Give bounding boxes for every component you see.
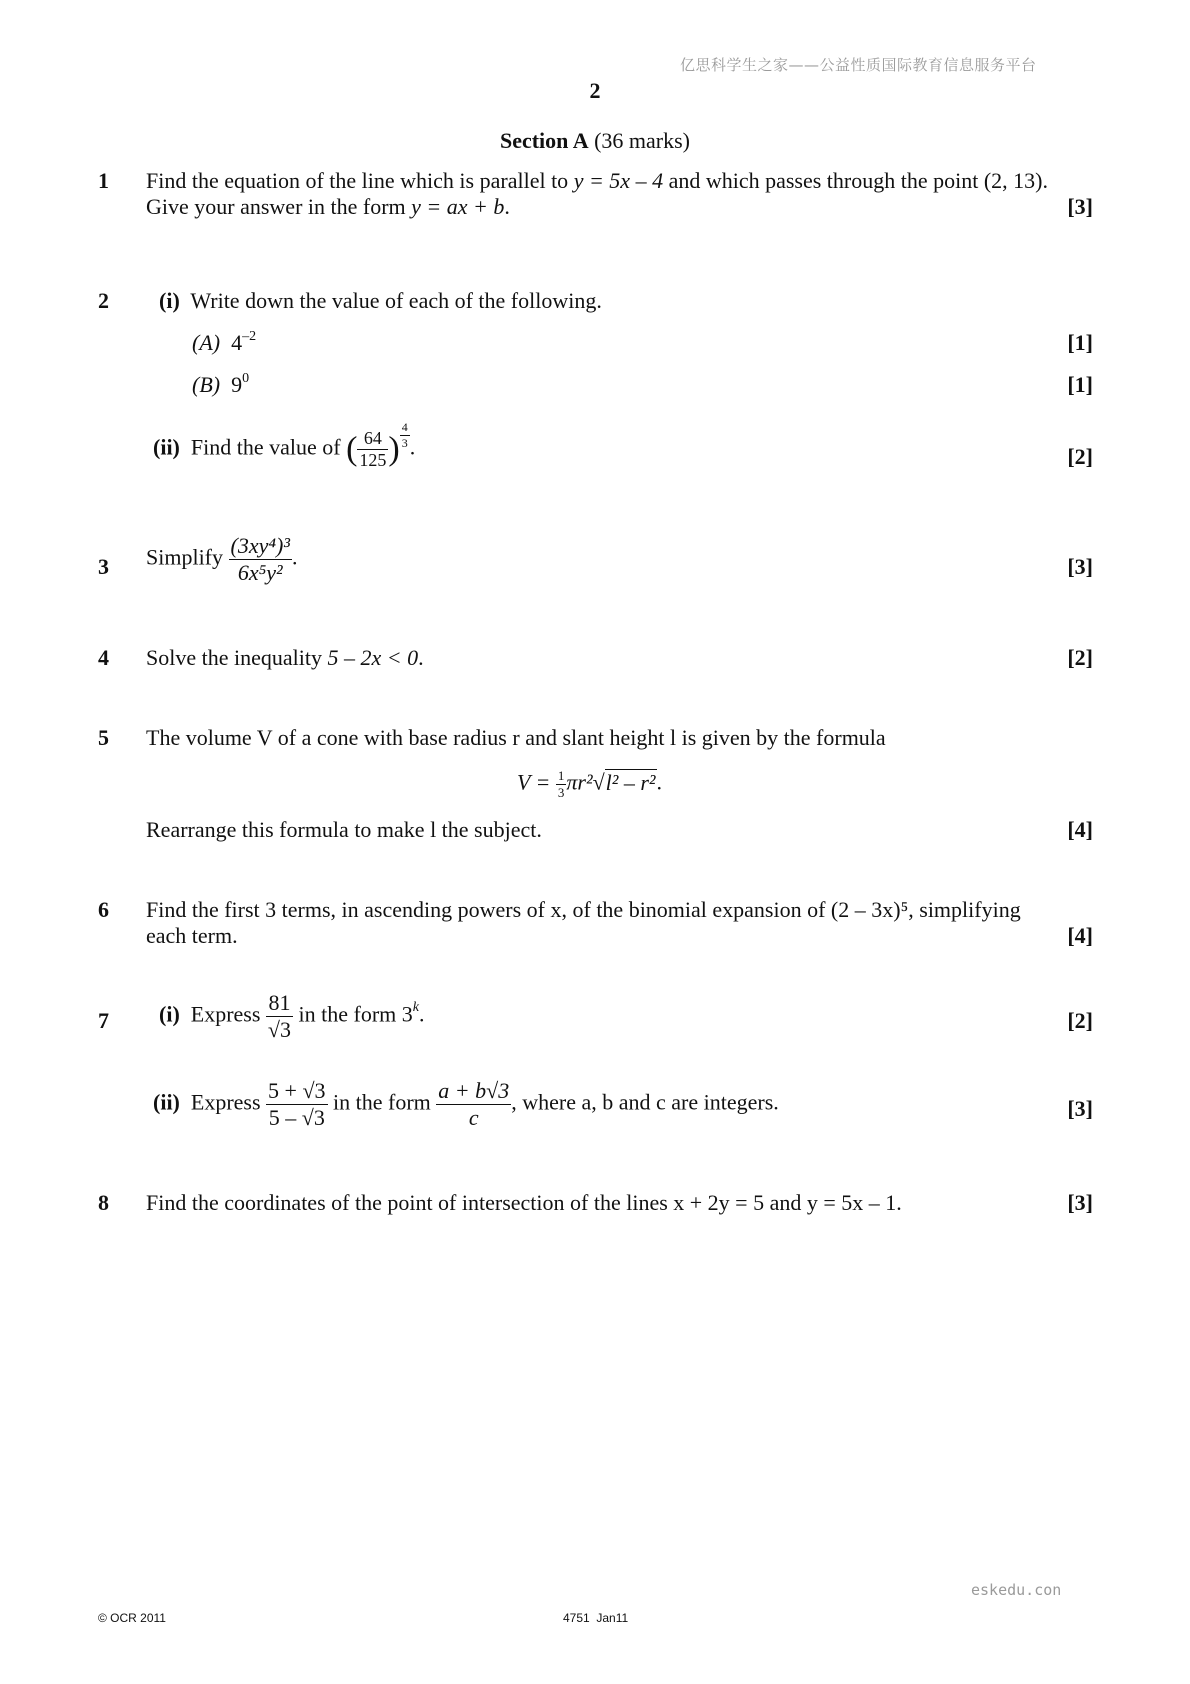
watermark-bottom: eskedu.con <box>971 1581 1062 1599</box>
question-2i-A: (A) $4^{-2}$ <box>192 328 257 355</box>
question-7i-mark: [2] <box>1067 1008 1093 1033</box>
question-5-line-1: The volume V of a cone with base radius r and slant height l is given by the formula <box>146 725 886 750</box>
question-1-line-1: Find the equation of the line which is parallel to y = 5x – 4 and which passes through the point (2, 13). <box>146 168 1048 193</box>
question-3: Simplify $\frac{\text{(3xy⁴)³}}{\text{6x⁵y²}}$ . <box>146 533 298 585</box>
question-4-mark: [2] <box>1067 645 1093 670</box>
question-2ii: (ii) Find the value of ( $\frac{64}{125}$ ) $\frac{4}{3}$ . <box>153 420 416 470</box>
question-number-2: 2 <box>98 288 109 313</box>
question-7ii-mark: [3] <box>1067 1096 1093 1121</box>
section-title-marks: (36 marks) <box>594 128 691 153</box>
watermark-top: 亿思科学生之家——公益性质国际教育信息服务平台 <box>680 56 1037 74</box>
question-2i-B: (B) $9^0$ <box>192 370 250 397</box>
question-2i: (i) Write down the value of each of the following. <box>159 288 602 313</box>
question-number-6: 6 <box>98 897 109 922</box>
question-number-5: 5 <box>98 725 109 750</box>
question-6-mark: [4] <box>1067 923 1093 948</box>
question-6-line-2: each term. <box>146 923 238 948</box>
question-6-line-1: Find the first 3 terms, in ascending powers of x, of the binomial expansion of (2 – 3x)⁵, simplifying <box>146 897 1021 922</box>
question-4: Solve the inequality 5 – 2x < 0. <box>146 645 424 670</box>
footer-paper-code: 4751 Jan11 <box>563 1611 629 1625</box>
question-number-1: 1 <box>98 168 109 193</box>
question-7ii: (ii) Express $\frac{5 + √3}{5 - √3}$ in the form $\frac{a + b√3}{c}$ , where a, b and c are integers. <box>153 1078 779 1130</box>
question-number-7: 7 <box>98 1008 109 1033</box>
question-number-3: 3 <box>98 554 109 579</box>
footer-copyright: © OCR 2011 <box>98 1611 166 1625</box>
question-5-line-2: Rearrange this formula to make l the subject. <box>146 817 542 842</box>
question-2ii-mark: [2] <box>1067 444 1093 469</box>
question-5-mark: [4] <box>1067 817 1093 842</box>
page-number: 2 <box>589 78 601 103</box>
question-2i-B-mark: [1] <box>1067 372 1093 397</box>
question-7i: (i) Express $\frac{81}{√3}$ in the form 3$^k$. <box>159 990 425 1042</box>
section-title <box>0 128 1190 154</box>
section-title-bold: Section A <box>499 128 589 153</box>
question-8: Find the coordinates of the point of intersection of the lines x + 2y = 5 and y = 5x – 1. <box>146 1190 902 1215</box>
question-number-4: 4 <box>98 645 109 670</box>
question-5-formula: V = $\frac{1}{3}$ πr²√l² – r². <box>517 768 663 800</box>
question-2i-A-mark: [1] <box>1067 330 1093 355</box>
question-1-line-2: Give your answer in the form y = ax + b. <box>146 194 510 219</box>
question-number-8: 8 <box>98 1190 109 1215</box>
question-1-mark: [3] <box>1067 194 1093 219</box>
question-8-mark: [3] <box>1067 1190 1093 1215</box>
question-3-mark: [3] <box>1067 554 1093 579</box>
